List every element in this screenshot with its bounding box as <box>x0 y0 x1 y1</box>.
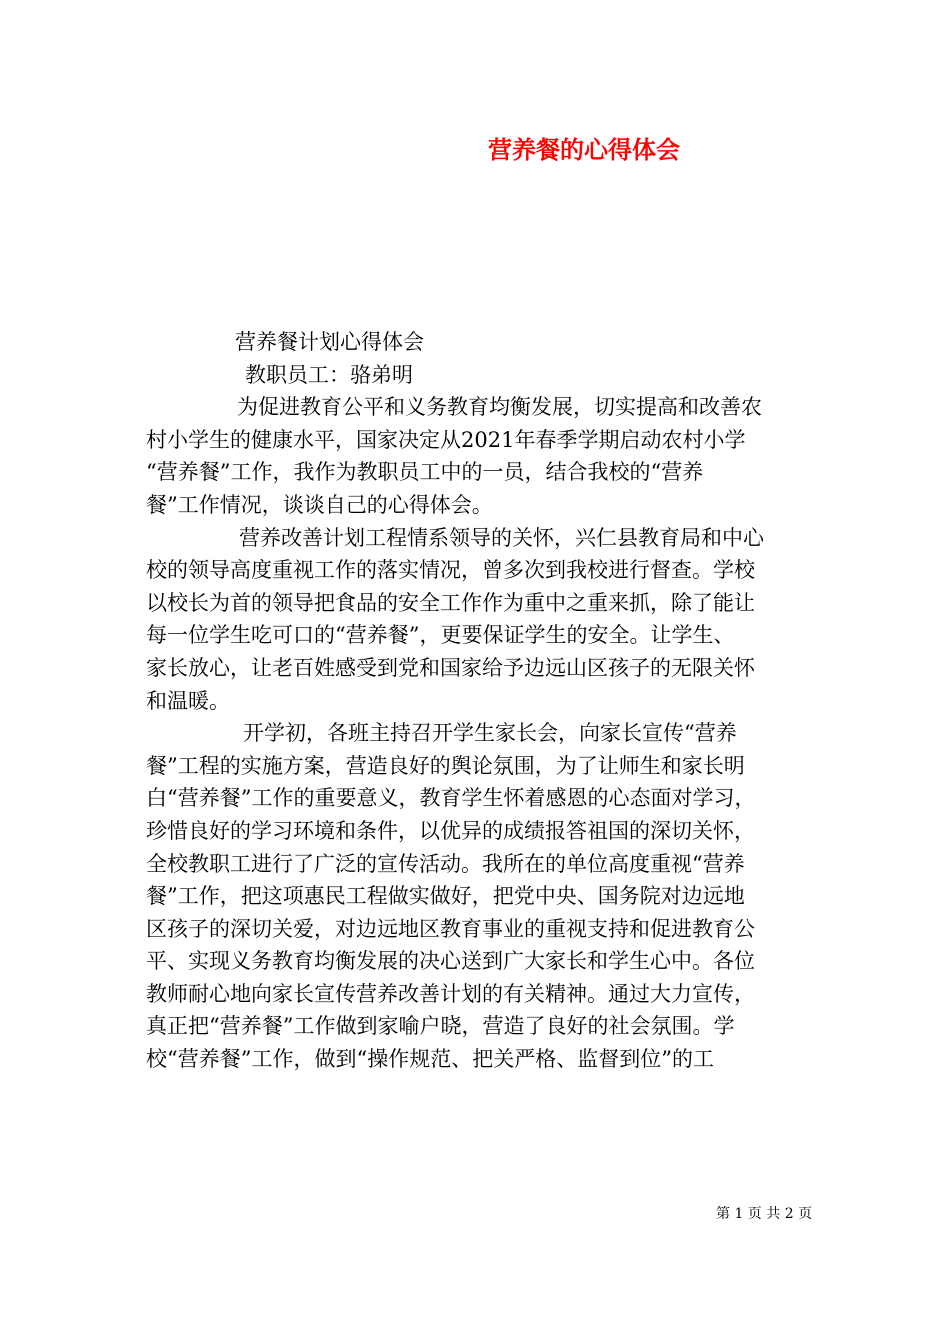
paragraph-line: 每一位学生吃可口的“营养餐”，更要保证学生的安全。让学生、 <box>146 623 735 648</box>
paragraph-2 <box>146 522 818 718</box>
paragraph-line: 营养改善计划工程情系领导的关怀，兴仁县教育局和中心 <box>239 525 764 550</box>
paragraph-line: 餐”工作情况，谈谈自己的心得体会。 <box>146 492 493 517</box>
paragraph-line: 家长放心，让老百姓感受到党和国家给予边远山区孩子的无限关怀 <box>146 655 755 680</box>
paragraph-line: 全校教职工进行了广泛的宣传活动。我所在的单位高度重视“营养 <box>146 851 745 876</box>
document-body <box>146 326 818 1076</box>
page-number-footer: 第 1 页 共 2 页 <box>716 1206 813 1222</box>
paragraph-line: 珍惜良好的学习环境和条件，以优异的成绩报答祖国的深切关怀， <box>146 818 755 843</box>
paragraph-line: “营养餐”工作，我作为教职员工中的一员，结合我校的“营养 <box>146 460 704 485</box>
paragraph-line: 和温暖。 <box>146 688 230 713</box>
document-subtitle: 营养餐计划心得体会 <box>235 330 424 354</box>
paragraph-line: 开学初，各班主持召开学生家长会，向家长宣传“营养 <box>243 721 737 746</box>
paragraph-line: 为促进教育公平和义务教育均衡发展，切实提高和改善农 <box>237 395 762 420</box>
paragraph-line: 区孩子的深切关爱，对边远地区教育事业的重视支持和促进教育公 <box>146 916 755 941</box>
paragraph-1 <box>146 391 818 521</box>
paragraph-line: 餐”工作，把这项惠民工程做实做好，把党中央、国务院对边远地 <box>146 884 745 909</box>
paragraph-line: 平、实现义务教育均衡发展的决心送到广大家长和学生心中。各位 <box>146 949 755 974</box>
paragraph-line: 校的领导高度重视工作的落实情况，曾多次到我校进行督查。学校 <box>146 558 755 583</box>
paragraph-line: 餐”工程的实施方案，营造良好的舆论氛围，为了让师生和家长明 <box>146 753 745 778</box>
paragraph-line: 以校长为首的领导把食品的安全工作作为重中之重来抓，除了能让 <box>146 590 755 615</box>
document-title: 营养餐的心得体会 <box>488 135 680 164</box>
paragraph-line: 教师耐心地向家长宣传营养改善计划的有关精神。通过大力宣传， <box>146 981 755 1006</box>
paragraph-line: 村小学生的健康水平，国家决定从2021年春季学期启动农村小学 <box>146 427 746 452</box>
paragraph-line: 白“营养餐”工作的重要意义，教育学生怀着感恩的心态面对学习， <box>146 786 756 811</box>
paragraph-line: 真正把“营养餐”工作做到家喻户晓，营造了良好的社会氛围。学 <box>146 1014 735 1039</box>
paragraph-line: 校“营养餐”工作，做到“操作规范、把关严格、监督到位”的工 <box>146 1047 714 1072</box>
paragraph-3 <box>146 717 818 1076</box>
document-author: 教职员工：骆弟明 <box>245 362 413 387</box>
